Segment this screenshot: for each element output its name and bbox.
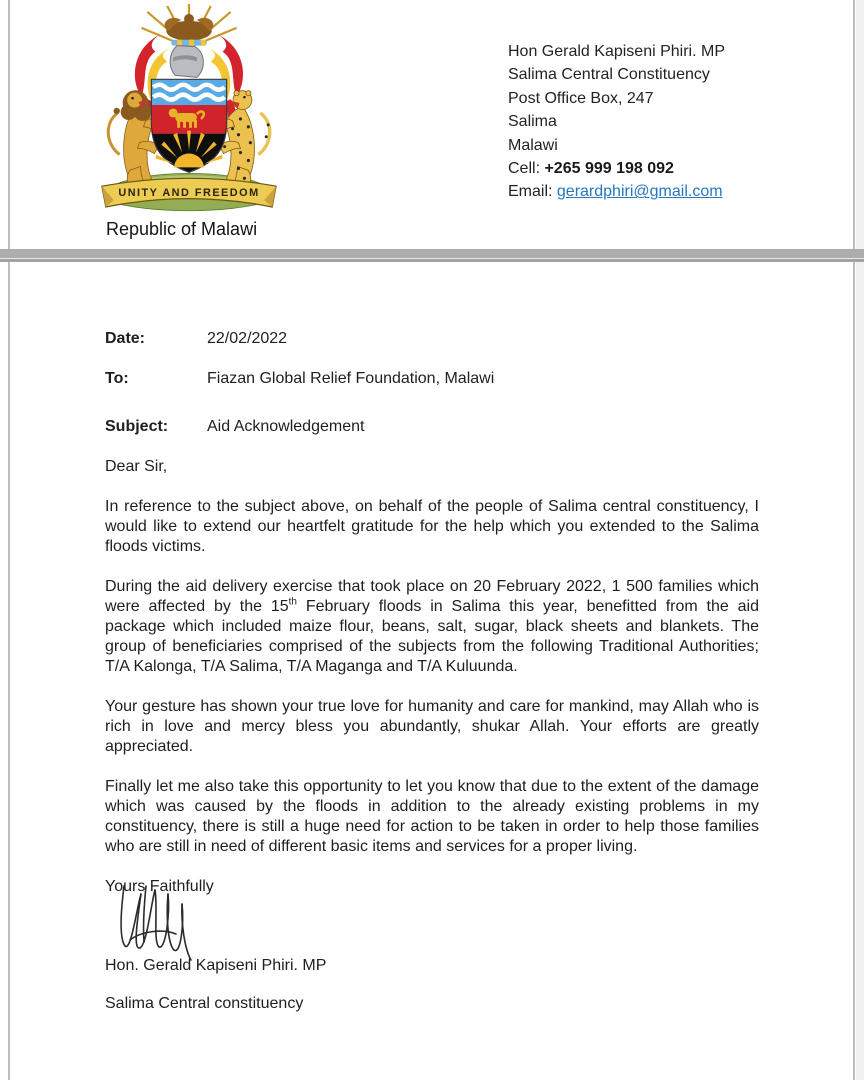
to-label: To: bbox=[105, 370, 129, 387]
date-value: 22/02/2022 bbox=[207, 330, 288, 347]
subject-label: Subject: bbox=[105, 418, 169, 435]
crest-eagle bbox=[165, 14, 214, 41]
signatory-title: Salima Central constituency bbox=[105, 995, 304, 1012]
page-break-divider bbox=[0, 249, 864, 262]
sender-block bbox=[508, 40, 725, 204]
meta-row-date bbox=[105, 330, 287, 348]
cell-number: +265 999 198 092 bbox=[544, 160, 674, 178]
sender-name: Hon Gerald Kapiseni Phiri. MP bbox=[508, 43, 725, 60]
motto-text: UNITY AND FREEDOM bbox=[118, 187, 260, 200]
paragraph-4: Finally let me also take this opportunity to let you know that due to the extent of the damage which was caused by the floods in addition to the already existing problems in my constituency, there is still a huge need for action to be taken in order to help those families who are still in need of different basic items and services for a proper living. bbox=[105, 778, 759, 855]
page-right-edge bbox=[853, 0, 855, 1080]
paragraph-2-text-cont: February floods in Salima this year, benefitted from the aid package which included maize flour, beans, salt, sugar, black sheets and blankets. The group of beneficiaries comprised of the subjects from the following Traditional Authorities; T/A Kalonga, T/A Salima, T/A Maganga and T/A Kuluunda. bbox=[105, 598, 759, 675]
cell-label: Cell: bbox=[508, 160, 545, 178]
paragraph-1: In reference to the subject above, on behalf of the people of Salima central constituency, I would like to extend our heartfelt gratitude for the help which you extended to the Salima floods victims. bbox=[105, 498, 759, 555]
page-left-edge bbox=[8, 0, 10, 1080]
handwritten-signature bbox=[110, 884, 214, 964]
paragraph-2-text: During the aid delivery exercise that took place on 20 February 2022, 1 500 families which were affected by the 15 bbox=[105, 578, 759, 615]
signatory-name: Hon. Gerald Kapiseni Phiri. MP bbox=[105, 957, 327, 974]
sender-cell-line bbox=[508, 157, 725, 180]
sender-city: Salima bbox=[508, 113, 557, 131]
closing: Yours Faithfully bbox=[105, 878, 214, 895]
scan-right-gutter bbox=[856, 0, 864, 1080]
shield bbox=[151, 79, 226, 172]
sender-email-line bbox=[508, 180, 725, 203]
salutation: Dear Sir, bbox=[105, 458, 168, 475]
meta-row-subject bbox=[105, 418, 364, 436]
date-label: Date: bbox=[105, 330, 146, 347]
sender-po-box: Post Office Box, 247 bbox=[508, 89, 654, 107]
ordinal-superscript: th bbox=[288, 596, 297, 608]
email-link[interactable]: gerardphiri@gmail.com bbox=[556, 183, 723, 201]
country-label: Republic of Malawi bbox=[106, 219, 258, 239]
sender-country: Malawi bbox=[508, 136, 558, 154]
to-value: Fiazan Global Relief Foundation, Malawi bbox=[207, 370, 495, 387]
paragraph-3: Your gesture has shown your true love for humanity and care for mankind, may Allah who is rich in love and mercy bless you abundantly, shukar Allah. Your efforts are greatly appreciated. bbox=[105, 698, 759, 755]
paragraph-2 bbox=[105, 577, 759, 677]
subject-value: Aid Acknowledgement bbox=[207, 418, 365, 435]
helmet bbox=[170, 46, 203, 78]
meta-row-to bbox=[105, 370, 494, 388]
malawi-coat-of-arms bbox=[90, 4, 288, 214]
email-label: Email: bbox=[508, 183, 557, 201]
sender-org: Salima Central Constituency bbox=[508, 66, 710, 84]
